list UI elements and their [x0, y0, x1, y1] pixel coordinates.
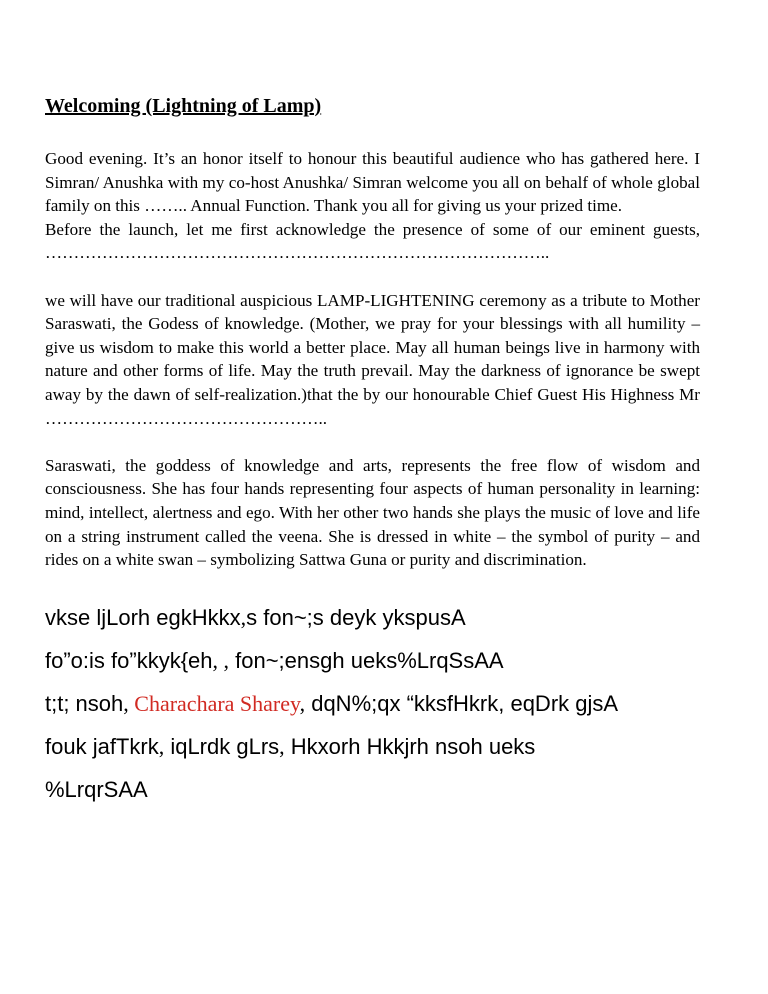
verse-line-4-c: Hkxorh Hkkjrh nsoh ueks — [284, 733, 536, 759]
paragraph-gap — [45, 265, 700, 289]
verse-line-3-a: t;t; nsoh — [45, 690, 124, 716]
saraswati-paragraph: Saraswati, the goddess of knowledge and arts, represents the free flow of wisdom and consciousness. She has four hands representing four aspects of human personality in learning: mind, intellect, alertness and ego. With her other two hands she plays the music of love and life on a string instrument called the veena. She is dressed in white – the symbol of purity – and rides on a white swan – symbolizing Sattwa Guna or purity and discrimination. — [45, 455, 700, 570]
verse-line-1-b: s fon~;s deyk ykspusA — [246, 604, 466, 630]
verse-line-2-comma: , , — [212, 647, 230, 673]
verse-line-3-comma-1: , — [123, 690, 135, 716]
verse-line-4 — [45, 725, 700, 768]
verse-line-1 — [45, 596, 700, 639]
verse-line-4-a: fouk jafTkrk — [45, 733, 159, 759]
verse-highlight-text: Charachara Sharey — [134, 690, 300, 716]
verse-line-4-b: iqLrdk gLrs — [164, 733, 280, 759]
verse-line-2-a: fo”o:is fo”kkyk{eh — [45, 647, 213, 673]
verse-line-1-comma: , — [240, 604, 247, 630]
verse-line-4-comma-1: , — [158, 733, 165, 759]
welcome-paragraph — [45, 147, 700, 265]
verse-line-4-comma-2: , — [279, 733, 285, 759]
lamp-lighting-paragraph: we will have our traditional auspicious LAMP-LIGHTENING ceremony as a tribute to Mother Saraswati, the Godess of knowledge. (Mother, we pray for your blessings with all humility – give us wisdom to make this world a better place. May all human beings live in harmony with nature and other forms of life. May the truth prevail. May the darkness of ignorance be swept away by the dawn of self-realization.)that the by our honourable Chief Guest His Highness Mr ………………………………………….. — [45, 290, 700, 428]
verse-line-5: %LrqrSAA — [45, 776, 148, 802]
welcome-text: Good evening. It’s an honor itself to honour this beautiful audience who has gathered here. I Simran/ Anushka with my co-host Anushka/ Simran welcome you all on behalf of whole global family on this …….. Annual Function. Thank you all for giving us your prized time. — [45, 149, 700, 216]
document-page — [45, 93, 700, 811]
document-title: Welcoming (Lightning of Lamp) — [45, 95, 322, 117]
verse-line-1-a: vkse ljLorh egkHkkx — [45, 604, 241, 630]
verse-line-2-b: fon~;ensgh ueks%LrqSsAA — [229, 647, 504, 673]
acknowledge-text: Before the launch, let me first acknowledge the presence of some of our eminent guests, …………………………………………………………………………….. — [45, 219, 700, 263]
paragraph-gap — [45, 430, 700, 454]
verse-line-3-comma-2: , — [299, 690, 306, 716]
verse-line-3-b: dqN%;qx “kksfHkrk, eqDrk gjsA — [305, 690, 619, 716]
verse-line-2 — [45, 639, 700, 682]
verse-line-3 — [45, 682, 700, 725]
verse-block — [45, 596, 700, 811]
